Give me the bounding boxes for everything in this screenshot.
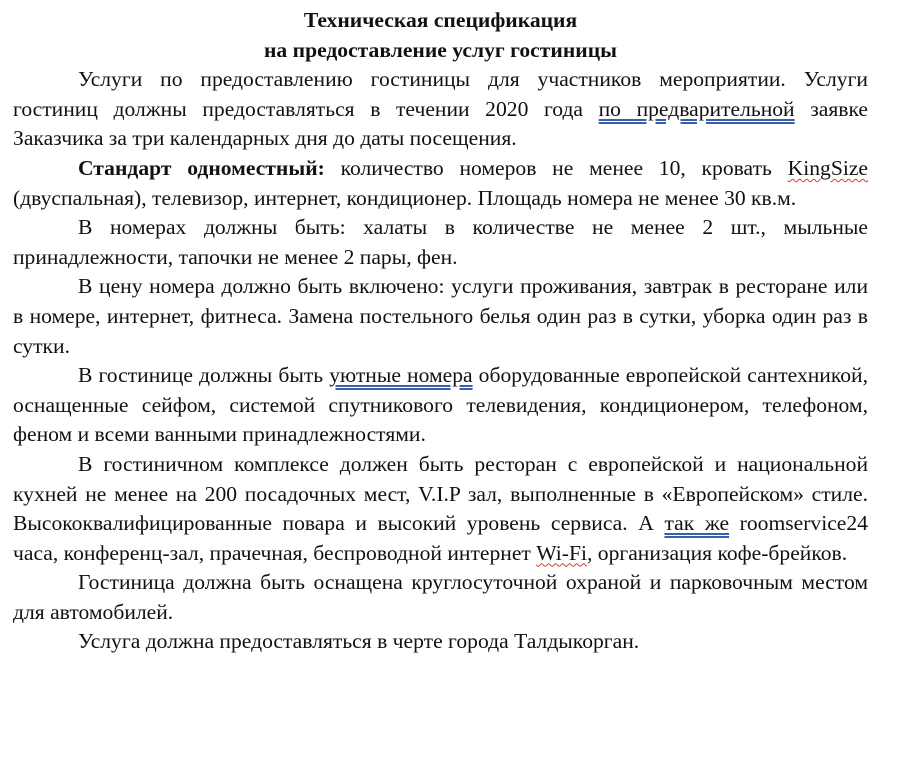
paragraph-text: roomservice24 часа, конференц-зал, прачечная, беспроводной интернет	[13, 511, 868, 565]
paragraph-text: В гостиничном комплексе должен быть ресторан с европейской и национальной кухней не менее на 200 посадочных мест, V.I.P зал, выполненные в «Европейском» стиле. Высококвалифицированные повара и высокий уровень сервиса. А	[13, 451, 868, 536]
paragraph-room-equipment	[13, 361, 868, 450]
paragraph-security-parking: Гостиница должна быть оснащена круглосуточной охраной и парковочным местом для автомобилей.	[13, 570, 868, 624]
document-title-line-1: Техническая спецификация	[303, 8, 578, 32]
document-title-line-2: на предоставление услуг гостиницы	[263, 37, 618, 62]
room-standard-heading: Стандарт одноместный:	[78, 155, 325, 180]
paragraph-room-amenities: В номерах должны быть: халаты в количестве не менее 2 шт., мыльные принадлежности, тапочки не менее 2 пары, фен.	[13, 215, 868, 269]
paragraph-text: В гостинице должны быть	[78, 363, 330, 388]
paragraph-services-intro	[13, 65, 868, 154]
paragraph-text: Услуги по предоставлению гостиницы для участников мероприятии. Услуги гостиниц должны предоставляться в течении 2020 года	[13, 67, 868, 121]
paragraph-text: количество номеров не менее 10, кровать	[324, 155, 788, 180]
paragraph-hotel-complex	[13, 450, 868, 568]
spelling-flagged-text: Wi-Fi	[536, 540, 587, 565]
paragraph-text: заявке Заказчика за три календарных дня до даты посещения.	[13, 96, 868, 151]
paragraph-text: , организация кофе-брейков.	[586, 540, 848, 565]
grammar-flagged-text: так же	[664, 511, 730, 536]
paragraph-text: оборудованные европейской сантехникой, оснащенные сейфом, системой спутникового телевидения, кондиционером, телефоном, феном и всеми ванными принадлежностями.	[13, 363, 868, 447]
paragraph-price-includes: В цену номера должно быть включено: услуги проживания, завтрак в ресторане или в номере, интернет, фитнеса. Замена постельного белья один раз в сутки, уборка один раз в сутки.	[13, 274, 868, 358]
grammar-flagged-text: по предварительной	[598, 96, 795, 121]
spelling-flagged-text: KingSize	[787, 155, 868, 180]
grammar-flagged-text: уютные номера	[329, 363, 473, 388]
paragraph-text: (двуспальная), телевизор, интернет, кондиционер. Площадь номера не менее 30 кв.м.	[13, 185, 797, 210]
paragraph-single-room-standard	[13, 154, 868, 213]
paragraph-service-location: Услуга должна предоставляться в черте города Талдыкорган.	[78, 629, 640, 654]
